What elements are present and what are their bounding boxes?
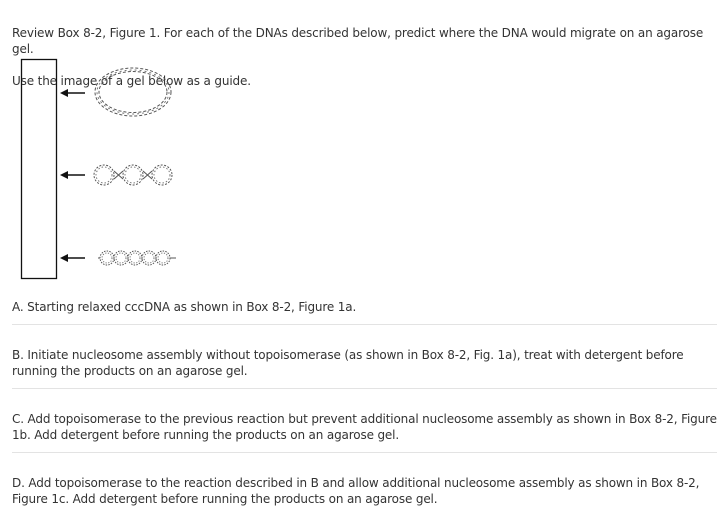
instructions-text bbox=[12, 9, 724, 105]
arrow-icon-bottom bbox=[60, 254, 85, 262]
divider bbox=[12, 452, 717, 453]
instructions-line-1: Review Box 8-2, Figure 1. For each of the DNAs described below, predict where the DNA would migrate on an agarose gel. bbox=[12, 26, 704, 56]
supercoiled-dna-icon bbox=[98, 251, 176, 265]
partially-supercoiled-dna-icon bbox=[94, 165, 172, 185]
arrow-icon-middle bbox=[60, 171, 85, 179]
divider bbox=[12, 388, 717, 389]
instructions-line-2: Use the image of a gel below as a guide. bbox=[12, 74, 251, 88]
question-a: A. Starting relaxed cccDNA as shown in Box 8-2, Figure 1a. bbox=[12, 300, 357, 314]
divider bbox=[12, 324, 717, 325]
question-d: D. Add topoisomerase to the reaction described in B and allow additional nucleosome assembly as shown in Box 8-2, Figure 1c. Add detergent before running the products on an agarose gel. bbox=[12, 476, 700, 506]
question-b: B. Initiate nucleosome assembly without topoisomerase (as shown in Box 8-2, Fig. 1a), treat with detergent before running the products on an agarose gel. bbox=[12, 348, 684, 378]
question-c: C. Add topoisomerase to the previous reaction but prevent additional nucleosome assembly as shown in Box 8-2, Figure 1b. Add detergent before running the products on an agarose gel. bbox=[12, 412, 717, 442]
